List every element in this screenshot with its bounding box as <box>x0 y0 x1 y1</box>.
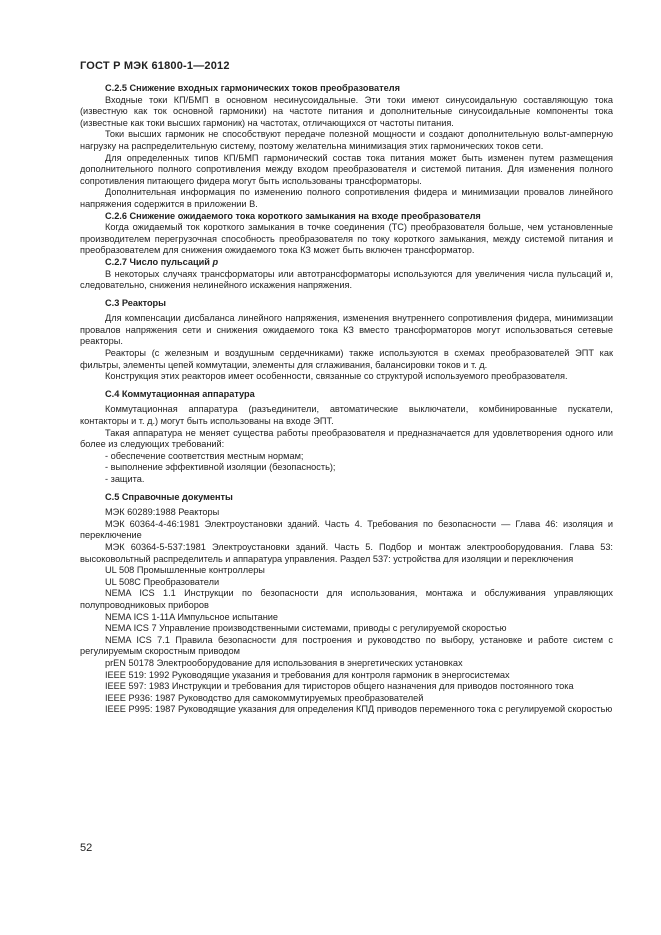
page-header: ГОСТ Р МЭК 61800-1—2012 <box>80 60 230 72</box>
section-heading-c25: C.2.5 Снижение входных гармонических токов преобразователя <box>105 83 400 93</box>
section-heading-c27 <box>80 257 613 269</box>
list-item: - выполнение эффективной изоляции (безопасность); <box>105 462 336 473</box>
reference-item: IEEE 519: 1992 Руководящие указания и требования для контроля гармоник в энергосистемах <box>105 669 510 680</box>
paragraph: Входные токи КП/БМП в основном несинусоидальные. Эти токи имеют синусоидальную составляющую тока (известную как ток основной гармоники) на частоте питания и дополнительные синусоидальные компоненты тока (известные как токи высших гармоник) на частотах, отличающихся от частоты питания. <box>80 94 613 128</box>
reference-item: UL 508C Преобразователи <box>105 576 220 587</box>
page-number: 52 <box>80 842 93 854</box>
paragraph: Для определенных типов КП/БМП гармонический состав тока питания может быть изменен путем размещения дополнительного полного сопротивления между входом преобразователя и системой питания. Для изменения полного сопротивления питающего фидера могут быть использованы трансформаторы. <box>80 152 613 186</box>
reference-item: NEMA ICS 7 Управление производственными системами, приводы с регулируемой скоростью <box>105 623 507 634</box>
section-heading-c3: C.3 Реакторы <box>105 297 167 308</box>
list-item: - обеспечение соответствия местным нормам; <box>105 450 304 461</box>
reference-item: NEMA ICS 1.1 Инструкции по безопасности для использования, монтажа и обслуживания управляющих полупроводниковых приборов <box>80 588 613 610</box>
paragraph: Такая аппаратура не меняет существа работы преобразователя и предназначается для удовлетворения одного или более из следующих требований: <box>80 427 613 450</box>
heading-text: C.2.7 Число пульсаций <box>105 256 210 267</box>
reference-item: МЭК 60289:1988 Реакторы <box>105 507 220 518</box>
reference-item: IEEE P936: 1987 Руководство для самокоммутируемых преобразователей <box>105 692 424 703</box>
paragraph: Дополнительная информация по изменению полного сопротивления фидера и минимизации провалов линейного напряжения содержится в приложении В. <box>80 187 613 209</box>
paragraph: В некоторых случаях трансформаторы или автотрансформаторы используются для увеличения числа пульсаций и, следовательно, снижения нелинейного искажения напряжения. <box>80 268 613 291</box>
reference-item: МЭК 60364-5-537:1981 Электроустановки зданий. Часть 5. Подбор и монтаж электрооборудования. Глава 53: высоковольтный распределитель и аппаратура управления. Раздел 537: устройства для изоляции и переключения <box>80 541 613 564</box>
reference-item: IEEE 597: 1983 Инструкции и требования для тиристоров общего назначения для приводов постоянного тока <box>105 681 574 692</box>
list-item: - защита. <box>105 474 145 484</box>
reference-item: IEEE P995: 1987 Руководящие указания для определения КПД приводов переменного тока с регулируемой скоростью <box>105 704 613 715</box>
reference-item: МЭК 60364-4-46:1981 Электроустановки зданий. Часть 4. Требования по безопасности — Глава 46: изоляция и переключение <box>80 518 613 541</box>
pulse-number-symbol: p <box>212 256 219 267</box>
paragraph: Токи высших гармоник не способствуют передаче полезной мощности и создают дополнительную вольт-амперную нагрузку на распределительную систему, поэтому желательна минимизация этих гармонических токов сети. <box>80 129 613 151</box>
paragraph: Реакторы (с железным и воздушным сердечниками) также используются в схемах преобразователей ЭПТ как фильтры, элементы цепей коммутации, элементы для сглаживания, балансировки токов и т. д. <box>80 348 613 370</box>
reference-item: NEMA ICS 7.1 Правила безопасности для построения и руководство по выбору, установке и работе систем с регулируемым скоростным приводом <box>80 634 613 657</box>
section-heading-c5: C.5 Справочные документы <box>105 491 233 502</box>
paragraph: Коммутационная аппаратура (разъединители, автоматические выключатели, комбинированные пускатели, контакторы и т. д.) могут быть использованы на входе ЭПТ. <box>80 404 613 427</box>
paragraph: Когда ожидаемый ток короткого замыкания в точке соединения (ТС) преобразователя больше, чем установленные производителем перегрузочная способность преобразователя по току короткого замыкания, между системой питания и преобразователем для снижения ожидаемого тока КЗ может быть включен трансформатор. <box>80 222 613 256</box>
paragraph: Конструкция этих реакторов имеет особенности, связанные со структурой используемого преобразователя. <box>105 371 568 382</box>
page-content <box>80 83 613 716</box>
reference-item: UL 508 Промышленные контроллеры <box>105 565 265 576</box>
section-heading-c26: C.2.6 Снижение ожидаемого тока короткого замыкания на входе преобразователя <box>105 210 481 221</box>
reference-item: NEMA ICS 1-11A Импульсное испытание <box>105 611 279 622</box>
section-heading-c4: C.4 Коммутационная аппаратура <box>105 388 255 399</box>
paragraph: Для компенсации дисбаланса линейного напряжения, изменения внутреннего сопротивления фидера, минимизации провалов напряжения сети и снижения ожидаемого тока КЗ вместо трансформаторов могут использоваться сетевые реакторы. <box>80 313 613 347</box>
reference-item: prEN 50178 Электрооборудование для использования в энергетических установках <box>105 657 463 668</box>
